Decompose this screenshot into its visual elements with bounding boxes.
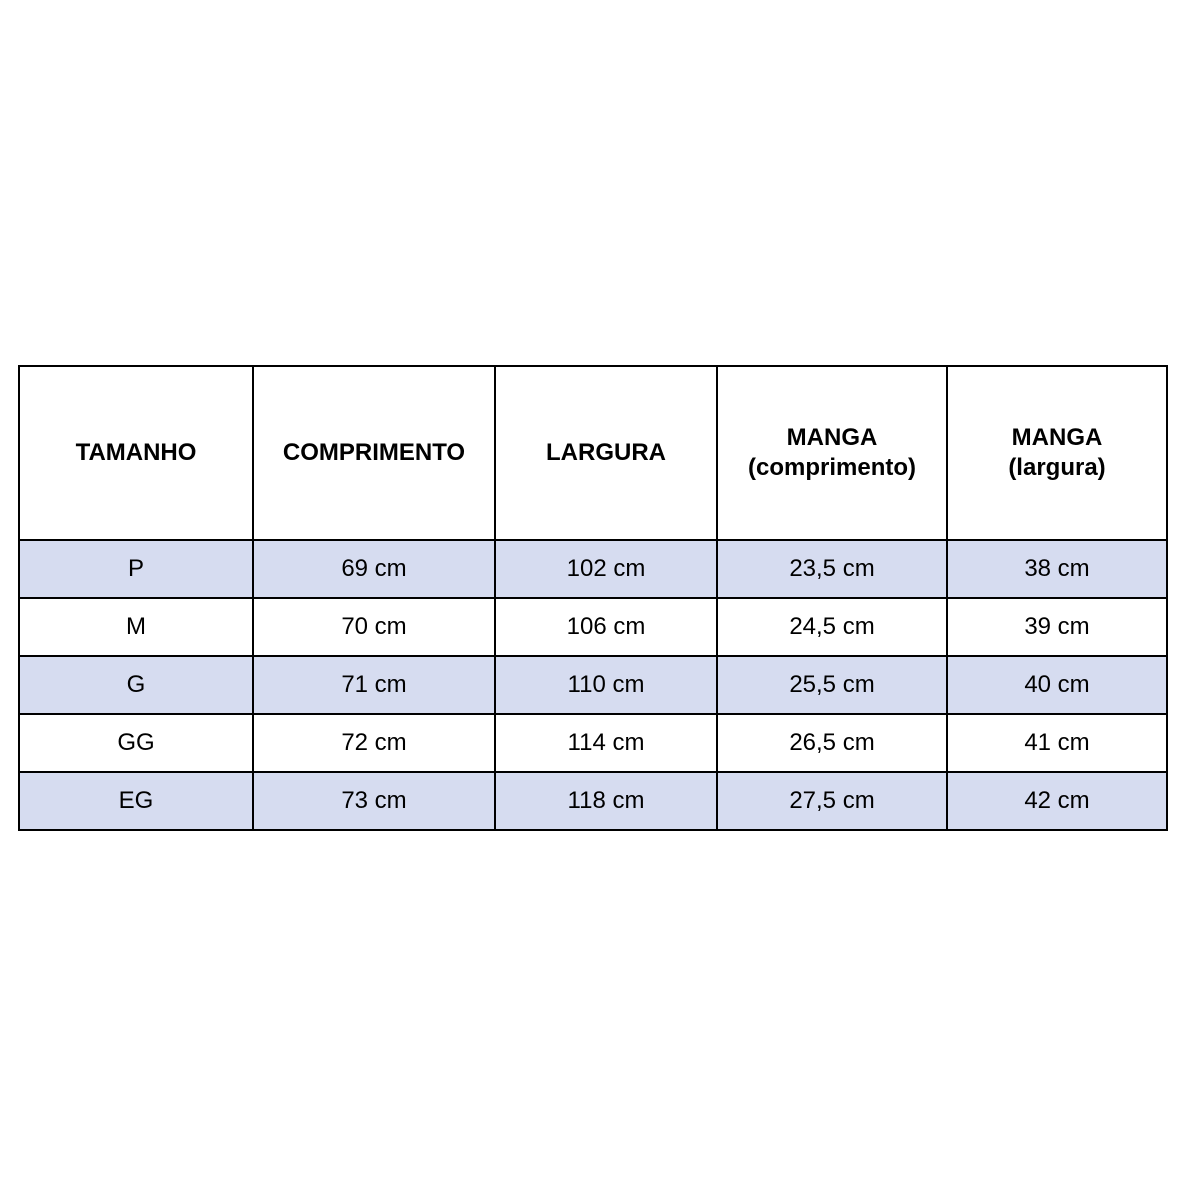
- table-row: [19, 772, 1167, 830]
- size-chart-container: [18, 365, 1166, 831]
- column-header-tamanho-label: TAMANHO: [75, 439, 197, 466]
- cell-manga-largura: 42 cm: [947, 772, 1167, 830]
- cell-manga-comprimento: 27,5 cm: [717, 772, 947, 830]
- cell-comprimento: 73 cm: [253, 772, 495, 830]
- cell-largura: 114 cm: [495, 714, 717, 772]
- column-header-manga-comprimento: [717, 366, 947, 540]
- cell-largura: 110 cm: [495, 656, 717, 714]
- column-header-largura-label: LARGURA: [546, 439, 666, 466]
- cell-tamanho: G: [19, 656, 253, 714]
- cell-manga-comprimento: 23,5 cm: [717, 540, 947, 598]
- column-header-comprimento: [253, 366, 495, 540]
- cell-comprimento: 72 cm: [253, 714, 495, 772]
- cell-manga-largura: 38 cm: [947, 540, 1167, 598]
- column-header-manga-comprimento-sublabel: (comprimento): [748, 454, 916, 481]
- table-row: [19, 656, 1167, 714]
- column-header-manga-largura-label: MANGA: [1011, 424, 1103, 451]
- cell-comprimento: 69 cm: [253, 540, 495, 598]
- column-header-manga-largura: [947, 366, 1167, 540]
- cell-largura: 118 cm: [495, 772, 717, 830]
- cell-tamanho: M: [19, 598, 253, 656]
- cell-comprimento: 71 cm: [253, 656, 495, 714]
- column-header-manga-comprimento-label: MANGA: [786, 424, 878, 451]
- table-body: [19, 540, 1167, 830]
- table-header: [19, 366, 1167, 540]
- cell-manga-comprimento: 25,5 cm: [717, 656, 947, 714]
- cell-tamanho: GG: [19, 714, 253, 772]
- cell-largura: 102 cm: [495, 540, 717, 598]
- column-header-manga-largura-sublabel: (largura): [1008, 454, 1106, 481]
- cell-comprimento: 70 cm: [253, 598, 495, 656]
- column-header-comprimento-label: COMPRIMENTO: [282, 439, 466, 466]
- table-row: [19, 598, 1167, 656]
- column-header-tamanho: [19, 366, 253, 540]
- cell-manga-comprimento: 24,5 cm: [717, 598, 947, 656]
- cell-tamanho: EG: [19, 772, 253, 830]
- cell-manga-largura: 40 cm: [947, 656, 1167, 714]
- cell-manga-largura: 39 cm: [947, 598, 1167, 656]
- cell-largura: 106 cm: [495, 598, 717, 656]
- size-chart-table: [18, 365, 1168, 831]
- table-row: [19, 540, 1167, 598]
- table-header-row: [19, 366, 1167, 540]
- cell-manga-largura: 41 cm: [947, 714, 1167, 772]
- cell-manga-comprimento: 26,5 cm: [717, 714, 947, 772]
- cell-tamanho: P: [19, 540, 253, 598]
- column-header-largura: [495, 366, 717, 540]
- table-row: [19, 714, 1167, 772]
